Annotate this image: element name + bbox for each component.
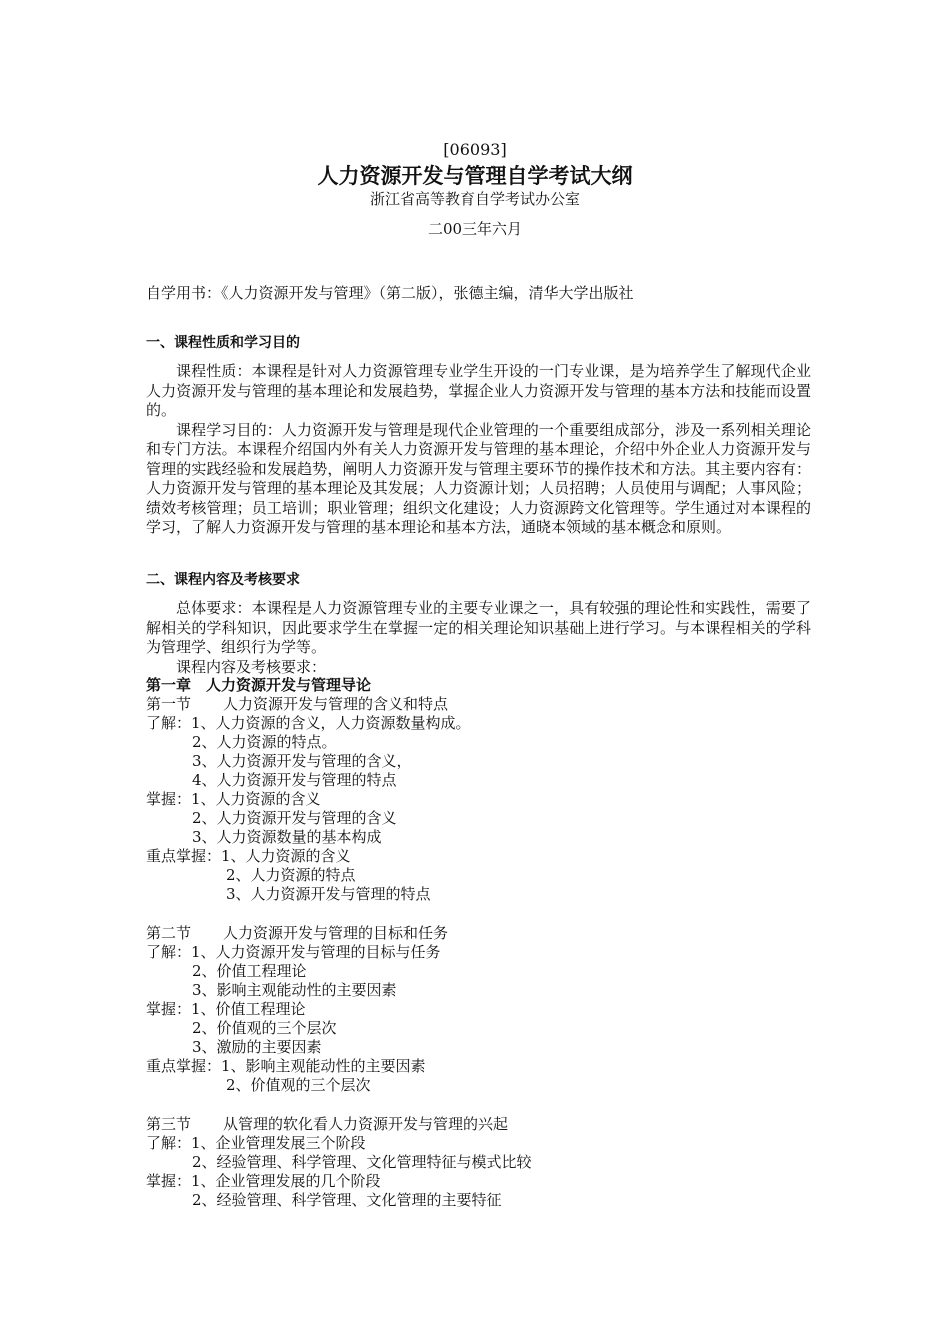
section1-body [146, 362, 811, 538]
course-nature-paragraph: 课程性质：本课程是针对人力资源管理专业学生开设的一门专业课，是为培养学生了解现代企业人力资源开发与管理的基本理论和发展趋势，掌握企业人力资源开发与管理的基本方法和技能而设置的。 [146, 362, 811, 419]
list-item: 了解：1、企业管理发展三个阶段 [146, 1134, 366, 1152]
list-item: 3、影响主观能动性的主要因素 [192, 981, 397, 999]
document-title: 人力资源开发与管理自学考试大纲 [317, 164, 633, 188]
list-item: 2、人力资源开发与管理的含义 [192, 809, 397, 827]
section-3-title: 从管理的软化看人力资源开发与管理的兴起 [223, 1115, 509, 1133]
list-item: 了解：1、人力资源的含义，人力资源数量构成。 [146, 714, 471, 732]
list-item: 重点掌握：1、影响主观能动性的主要因素 [146, 1057, 426, 1075]
list-item: 2、价值观的三个层次 [226, 1076, 371, 1094]
course-code: [06093] [443, 140, 507, 159]
list-item: 掌握：1、人力资源的含义 [146, 790, 321, 808]
list-item: 2、经验管理、科学管理、文化管理的主要特征 [192, 1191, 502, 1209]
list-item: 2、经验管理、科学管理、文化管理特征与模式比较 [192, 1153, 532, 1171]
section-2-label: 第二节 [146, 924, 192, 942]
list-item: 3、人力资源数量的基本构成 [192, 828, 382, 846]
list-item: 了解：1、人力资源开发与管理的目标与任务 [146, 943, 441, 961]
issue-date: 二00三年六月 [427, 220, 523, 238]
section-1-label: 第一节 [146, 695, 192, 713]
list-item: 3、人力资源开发与管理的含义， [192, 752, 412, 770]
list-item: 2、价值观的三个层次 [192, 1019, 337, 1037]
list-item: 掌握：1、价值工程理论 [146, 1000, 306, 1018]
overall-requirement-paragraph: 总体要求：本课程是人力资源管理专业的主要专业课之一，具有较强的理论性和实践性，需要了解相关的学科知识，因此要求学生在掌握一定的相关理论知识基础上进行学习。与本课程相关的学科为管理学、组织行为学等。 [146, 599, 811, 656]
list-item: 2、价值工程理论 [192, 962, 307, 980]
chapter-1-title: 第一章 人力资源开发与管理导论 [146, 676, 372, 694]
list-item: 2、人力资源的特点。 [192, 733, 337, 751]
issuing-office: 浙江省高等教育自学考试办公室 [369, 190, 580, 208]
list-item: 3、人力资源开发与管理的特点 [226, 885, 431, 903]
list-item: 重点掌握：1、人力资源的含义 [146, 847, 351, 865]
section-3-heading [146, 1115, 508, 1134]
course-purpose-paragraph: 课程学习目的：人力资源开发与管理是现代企业管理的一个重要组成部分，涉及一系列相关理论和专门方法。本课程介绍国内外有关人力资源开发与管理的基本理论，介绍中外企业人力资源开发与管理的实践经验和发展趋势，阐明人力资源开发与管理主要环节的操作技术和方法。其主要内容有：人力资源开发与管理的基本理论及其发展；人力资源计划；人员招聘；人员使用与调配；人事风险；绩效考核管理；员工培训；职业管理；组织文化建设；人力资源跨文化管理等。学生通过对本课程的学习，了解人力资源开发与管理的基本理论和基本方法，通晓本领域的基本概念和原则。 [146, 420, 811, 536]
section2-body [146, 599, 811, 677]
section-heading-1: 一、课程性质和学习目的 [146, 335, 300, 351]
section-heading-2: 二、课程内容及考核要求 [146, 572, 300, 588]
section-2-title: 人力资源开发与管理的目标和任务 [223, 924, 449, 942]
content-requirement-intro: 课程内容及考核要求： [176, 657, 327, 676]
list-item: 4、人力资源开发与管理的特点 [192, 771, 397, 789]
textbook-reference: 自学用书：《人力资源开发与管理》（第二版），张德主编，清华大学出版社 [146, 284, 634, 302]
section-3-label: 第三节 [146, 1115, 192, 1133]
list-item: 掌握：1、企业管理发展的几个阶段 [146, 1172, 381, 1190]
list-item: 2、人力资源的特点 [226, 866, 356, 884]
list-item: 3、激励的主要因素 [192, 1038, 322, 1056]
section-1-heading [146, 695, 448, 714]
section-1-title: 人力资源开发与管理的含义和特点 [223, 695, 449, 713]
section-2-heading [146, 924, 448, 943]
